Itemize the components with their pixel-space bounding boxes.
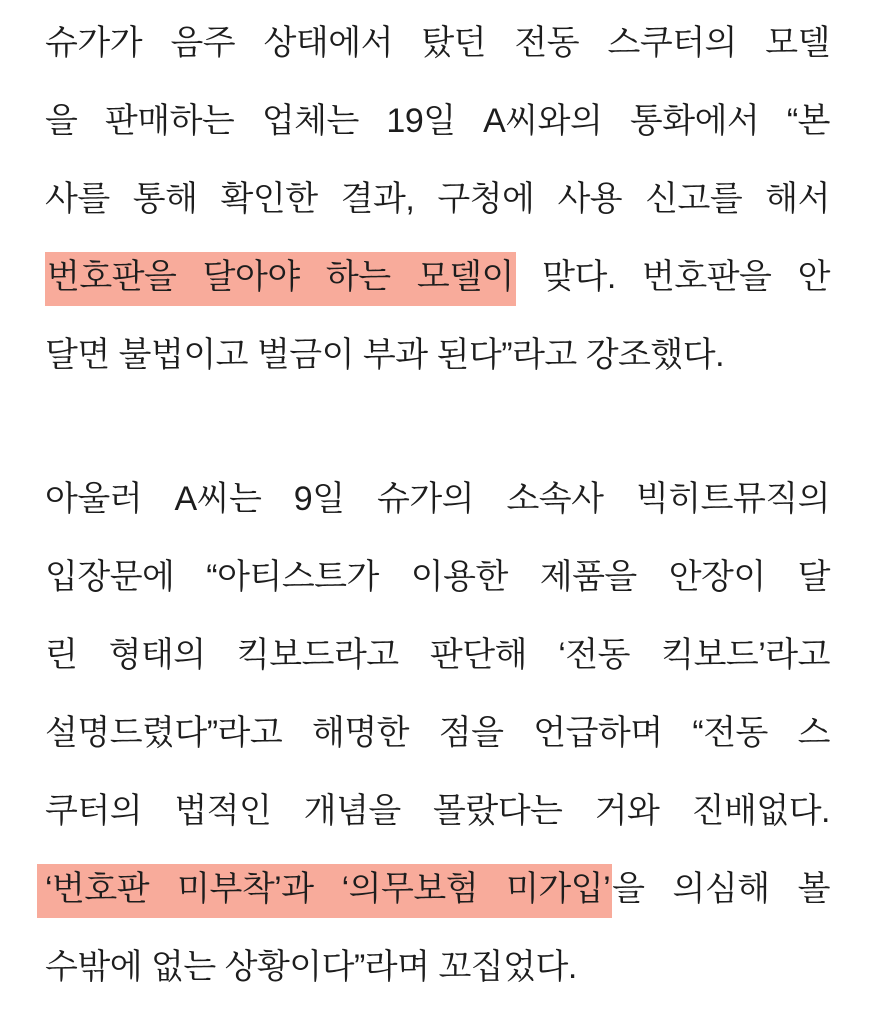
text-line	[45, 850, 830, 928]
text-segment: 아울러 A씨는 9일 슈가의 소속사 빅히트뮤직의	[45, 480, 830, 518]
text-line	[45, 460, 830, 538]
text-line	[45, 772, 830, 850]
text-segment: 린 형태의 킥보드라고 판단해 ‘전동 킥보드’라고	[45, 636, 830, 674]
text-line	[45, 160, 830, 238]
text-segment: 맞다. 번호판을 안	[515, 258, 830, 296]
text-segment: 입장문에 “아티스트가 이용한 제품을 안장이 달	[45, 558, 830, 596]
text-segment: 슈가가 음주 상태에서 탔던 전동 스쿠터의 모델	[45, 24, 830, 62]
text-line	[45, 694, 830, 772]
text-segment: 사를 통해 확인한 결과, 구청에 사용 신고를 해서	[45, 180, 830, 218]
text-segment: 설명드렸다”라고 해명한 점을 언급하며 “전동 스	[45, 714, 830, 752]
text-line	[45, 4, 830, 82]
text-segment: 수밖에 없는 상황이다”라며 꼬집었다.	[45, 948, 577, 986]
text-line	[45, 238, 830, 316]
text-segment: 달면 불법이고 벌금이 부과 된다”라고 강조했다.	[45, 336, 725, 374]
text-segment: 쿠터의 법적인 개념을 몰랐다는 거와 진배없다.	[45, 792, 830, 830]
text-line	[45, 928, 830, 1006]
text-line	[45, 316, 830, 394]
paragraph-1	[45, 4, 830, 394]
highlighted-text: ‘번호판 미부착’과 ‘의무보험 미가입’	[37, 864, 612, 918]
text-line	[45, 616, 830, 694]
highlighted-text: 번호판을 달아야 하는 모델이	[45, 252, 516, 306]
text-segment: 을 의심해 볼	[612, 870, 830, 908]
text-segment: 을 판매하는 업체는 19일 A씨와의 통화에서 “본	[45, 102, 830, 140]
paragraph-2	[45, 460, 830, 1006]
text-line	[45, 538, 830, 616]
text-line	[45, 82, 830, 160]
